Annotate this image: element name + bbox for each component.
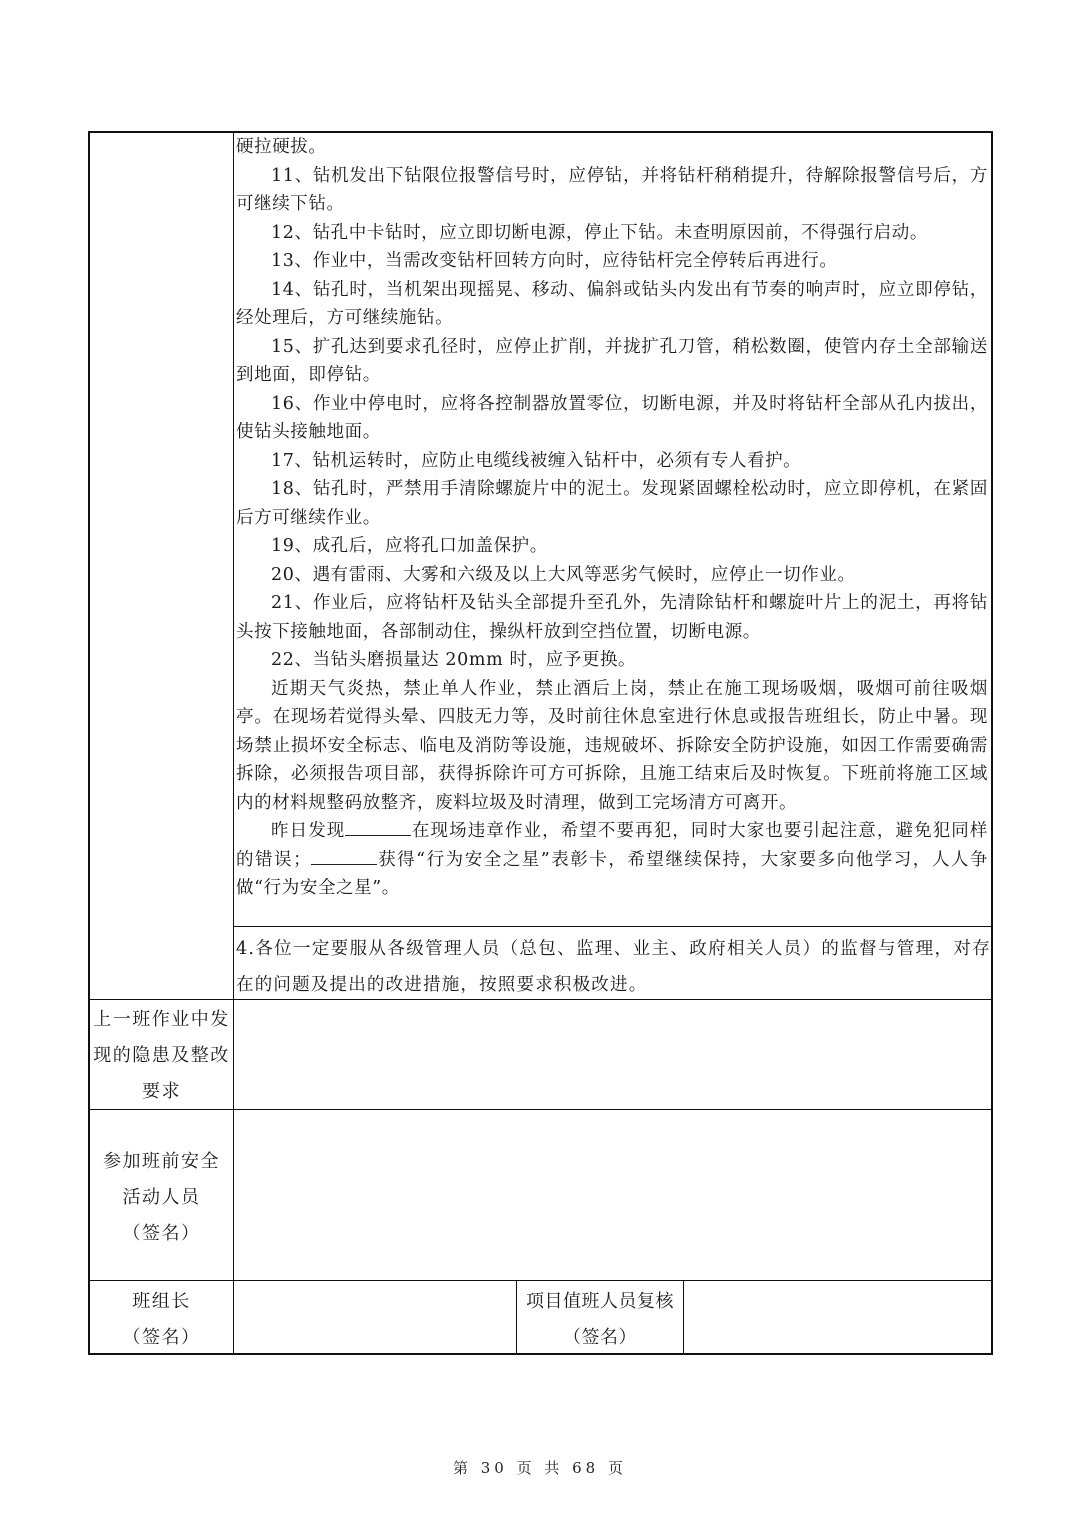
hazards-input-cell[interactable]: [234, 1000, 991, 1109]
reviewer-signature-cell[interactable]: [684, 1281, 991, 1353]
yesterday-paragraph: [236, 817, 988, 903]
participants-label-line: 参加班前安全: [103, 1151, 220, 1172]
team-leader-label-line: 班组长: [132, 1291, 191, 1312]
violator-name-blank[interactable]: [345, 817, 411, 836]
rule-paragraph: 14、钻孔时，当机架出现摇晃、移动、偏斜或钻头内发出有节奏的响声时，应立即停钻，经处理后，方可继续施钻。: [236, 279, 988, 328]
reviewer-label-line: 项目值班人员复核: [526, 1291, 674, 1312]
reviewer-label-line: （签名）: [563, 1327, 637, 1348]
page-number: 第 30 页 共 68 页: [452, 1459, 627, 1477]
hazards-label-line: 上一班作业中发: [93, 1009, 230, 1030]
rule-paragraph: 11、钻机发出下钻限位报警信号时，应停钻，并将钻杆稍稍提升，待解除报警信号后，方可继续下钻。: [236, 165, 988, 214]
rule-paragraph: 13、作业中，当需改变钻杆回转方向时，应待钻杆完全停转后再进行。: [271, 251, 838, 271]
rule-paragraph: 15、扩孔达到要求孔径时，应停止扩削，并拢扩孔刀管，稍松数圈，使管内存土全部输送到地面，即停钻。: [236, 336, 988, 385]
rule-paragraph: 21、作业后，应将钻杆及钻头全部提升至孔外，先清除钻杆和螺旋叶片上的泥土，再将钻头按下接触地面，各部制动住，操纵杆放到空挡位置，切断电源。: [236, 593, 988, 642]
rule-paragraph: 22、当钻头磨损量达 20mm 时，应予更换。: [271, 650, 637, 670]
participants-signature-cell[interactable]: [234, 1110, 991, 1280]
team-leader-signature-cell[interactable]: [234, 1281, 516, 1353]
column-divider-right-border-inner: [991, 133, 992, 1353]
reviewer-label: [517, 1284, 683, 1356]
hazards-label: [90, 1002, 233, 1110]
hazards-label-line: 要求: [142, 1081, 181, 1102]
item4-paragraph: 4.各位一定要服从各级管理人员（总包、监理、业主、政府相关人员）的监督与管理，对存在的问题及提出的改进措施，按照要求积极改进。: [236, 939, 991, 995]
yesterday-text-1: 昨日发现: [271, 821, 346, 841]
participants-label-line: （签名）: [122, 1223, 201, 1244]
safety-rules-content: [236, 133, 988, 903]
heat-safety-paragraph: 近期天气炎热，禁止单人作业，禁止酒后上岗，禁止在施工现场吸烟，吸烟可前往吸烟亭。在现场若觉得头晕、四肢无力等，及时前往休息室进行休息或报告班组长，防止中暑。现场禁止损坏安全标志、临电及消防等设施，违规破坏、拆除安全防护设施，如因工作需要确需拆除，必须报告项目部，获得拆除许可方可拆除，且施工结束后及时恢复。下班前将施工区域内的材料规整码放整齐，废料垃圾及时清理，做到工完场清方可离开。: [236, 678, 988, 813]
row-divider-item4: [234, 926, 991, 927]
participants-label-line: 活动人员: [122, 1187, 201, 1208]
rule-paragraph: 硬拉硬拔。: [236, 137, 327, 157]
team-leader-label-line: （签名）: [122, 1327, 201, 1348]
yesterday-text-3: 获得“行为安全之星”表彰卡，希望继续保持，大家要多向他学习，人人争做“行为安全之星”。: [236, 849, 988, 898]
team-leader-label: [90, 1284, 233, 1356]
rule-paragraph: 12、钻孔中卡钻时，应立即切断电源，停止下钻。未查明原因前，不得强行启动。: [271, 222, 928, 243]
star-name-blank[interactable]: [311, 846, 377, 865]
rule-paragraph: 17、钻机运转时，应防止电缆线被缠入钻杆中，必须有专人看护。: [271, 450, 802, 471]
rule-paragraph: 16、作业中停电时，应将各控制器放置零位，切断电源，并及时将钻杆全部从孔内拔出，使钻头接触地面。: [236, 393, 988, 442]
participants-label: [90, 1144, 233, 1252]
rule-paragraph: 19、成孔后，应将孔口加盖保护。: [271, 536, 548, 556]
yesterday-text-2: 在现场违章作业，希望不要再犯，同时大家也要引起注意，避免犯同样的错误；: [236, 821, 988, 870]
hazards-label-line: 现的隐患及整改: [93, 1045, 230, 1066]
rule-paragraph: 18、钻孔时，严禁用手清除螺旋片中的泥土。发现紧固螺栓松动时，应立即停机，在紧固后方可继续作业。: [236, 479, 988, 528]
safety-briefing-table: [88, 131, 993, 1355]
rule-paragraph: 20、遇有雷雨、大雾和六级及以上大风等恶劣气候时，应停止一切作业。: [271, 564, 856, 585]
